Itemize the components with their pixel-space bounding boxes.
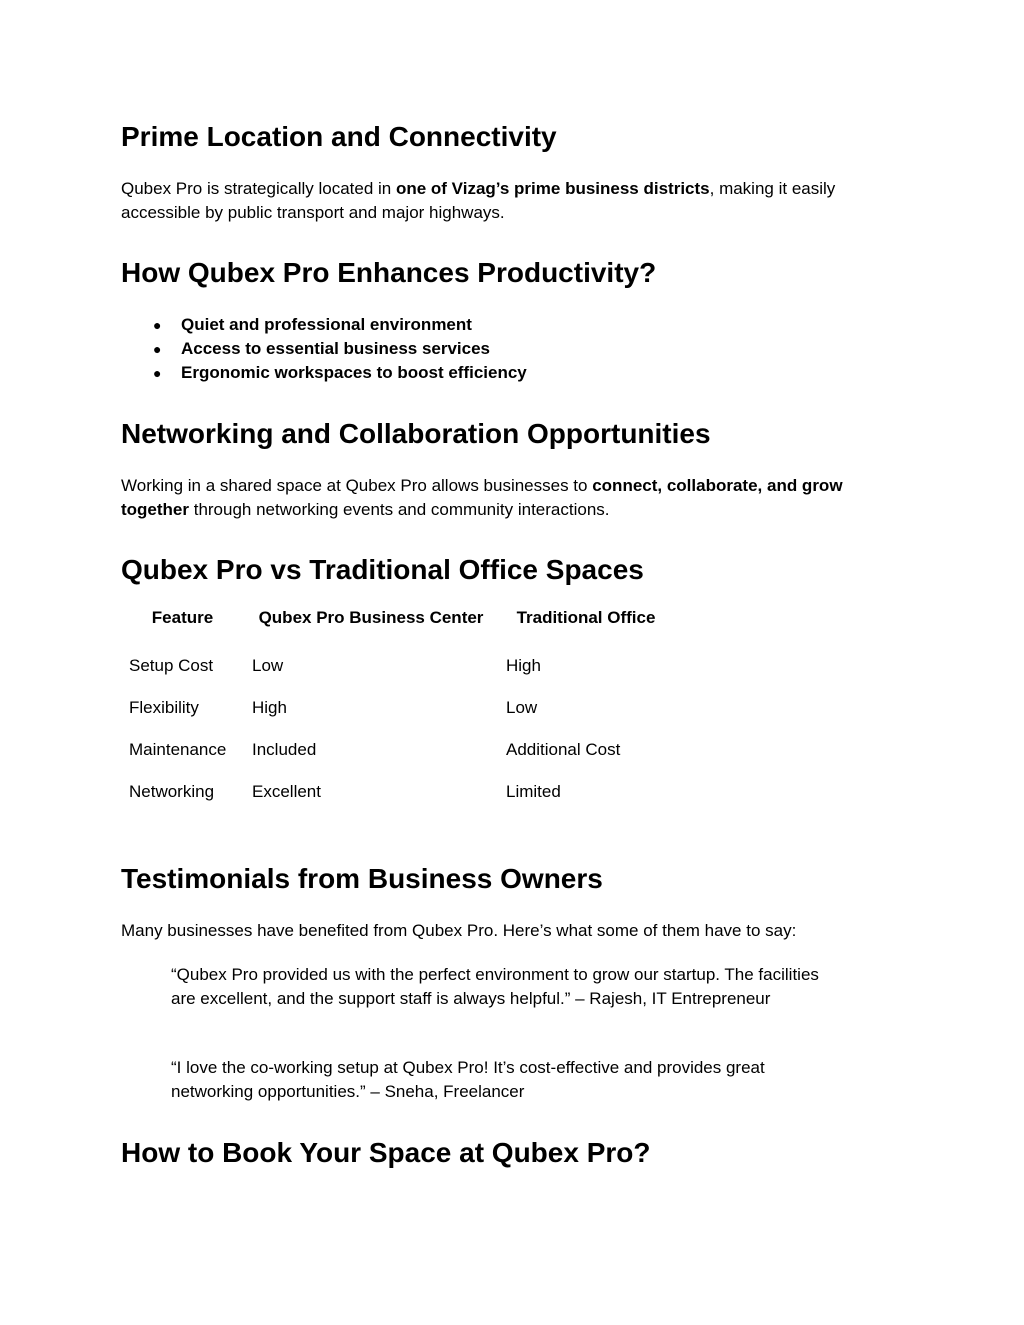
paragraph-location: [121, 177, 911, 225]
column-header-qubex: Qubex Pro Business Center: [258, 608, 484, 627]
table-cell: Networking: [129, 782, 215, 801]
heading-prime-location: Prime Location and Connectivity: [121, 121, 557, 152]
heading-booking: How to Book Your Space at Qubex Pro?: [121, 1137, 651, 1168]
table-cell: Excellent: [252, 782, 321, 801]
networking-text-start: Working in a shared space at Qubex Pro allows businesses to: [121, 476, 593, 495]
location-text-start: Qubex Pro is strategically located in: [121, 179, 396, 198]
networking-text-end: through networking events and community interactions.: [189, 500, 610, 519]
table-cell: Limited: [506, 782, 561, 801]
table-row: [121, 771, 674, 813]
table-cell: High: [506, 656, 541, 675]
bullet-item: [121, 361, 527, 385]
heading-productivity: How Qubex Pro Enhances Productivity?: [121, 257, 657, 288]
paragraph-networking: [121, 474, 911, 522]
table-cell: Additional Cost: [506, 740, 621, 759]
location-text-bold: one of Vizag’s prime business districts: [395, 179, 710, 198]
bullet-text: Quiet and professional environment: [181, 315, 472, 334]
table-cell: Setup Cost: [129, 656, 214, 675]
bullet-text: Access to essential business services: [181, 339, 491, 358]
table-header-row: [121, 603, 674, 645]
bullet-item: [121, 337, 527, 361]
table-row: [121, 645, 674, 687]
location-text-end: , making it easily accessible by public transport and major highways.: [121, 179, 836, 222]
table-cell: High: [252, 698, 287, 717]
bullet-item: [121, 313, 527, 337]
column-header-traditional: Traditional Office: [516, 608, 656, 627]
heading-networking: Networking and Collaboration Opportunities: [121, 418, 711, 449]
table-cell: Flexibility: [129, 698, 199, 717]
column-header-feature: Feature: [151, 608, 214, 627]
bullet-dot-icon: ●: [153, 317, 162, 333]
table-cell: Maintenance: [129, 740, 227, 759]
productivity-bullet-list: [121, 313, 527, 385]
paragraph-testimonials-intro: Many businesses have benefited from Qubex Pro. Here’s what some of them have to say:: [121, 921, 797, 940]
heading-testimonials: Testimonials from Business Owners: [121, 863, 603, 894]
table-cell: Low: [252, 656, 284, 675]
table-row: [121, 687, 674, 729]
bullet-dot-icon: ●: [153, 365, 162, 381]
bullet-dot-icon: ●: [153, 341, 162, 357]
testimonial-quote: “I love the co-working setup at Qubex Pro! It’s cost-effective and provides great networking opportunities.” – Sneha, Freelancer: [171, 1058, 765, 1101]
table-row: [121, 729, 674, 771]
bullet-text: Ergonomic workspaces to boost efficiency: [181, 363, 527, 382]
networking-text-bold: connect, collaborate, and grow together: [121, 476, 843, 519]
testimonial-quote: “Qubex Pro provided us with the perfect environment to grow our startup. The facilities are excellent, and the support staff is always helpful.” – Rajesh, IT Entrepreneur: [171, 965, 819, 1008]
heading-comparison: Qubex Pro vs Traditional Office Spaces: [121, 554, 644, 585]
table-cell: Included: [252, 740, 317, 759]
table-cell: Low: [506, 698, 538, 717]
comparison-table: [121, 603, 674, 813]
